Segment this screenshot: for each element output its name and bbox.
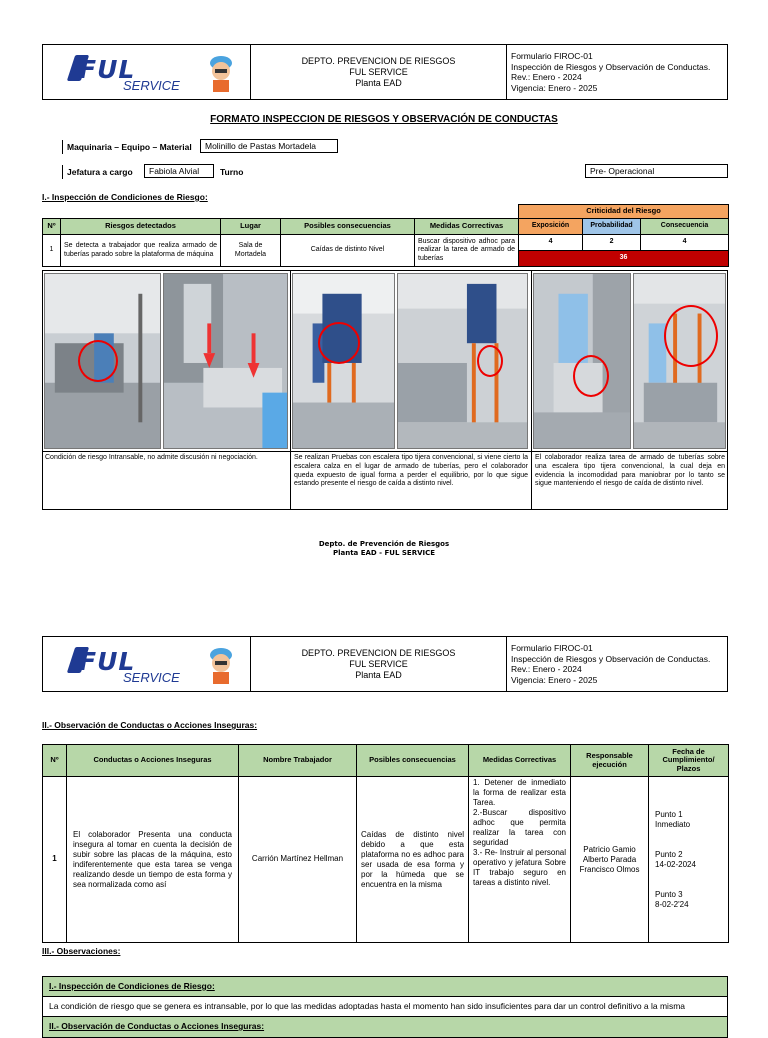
footer-line-2: Planta EAD - FUL SERVICE: [332, 549, 436, 557]
col-measures: Medidas Correctivas: [415, 219, 519, 235]
header-form-info: [507, 45, 727, 99]
chief-field-row: [62, 165, 133, 179]
company-logo: [43, 637, 251, 691]
row-number: 1: [43, 235, 61, 267]
chief-value: Fabiola Alvial: [144, 164, 214, 178]
plant-name: Planta EAD: [355, 77, 402, 88]
highlight-circle: [78, 340, 118, 382]
header-form-info: [507, 637, 727, 691]
col-consequence: Posibles consecuencias: [281, 219, 415, 235]
header-center: [251, 637, 507, 691]
form-header: [42, 44, 728, 100]
form-rev: Rev.: Enero - 2024: [511, 664, 582, 674]
col-number: Nº: [43, 219, 61, 235]
row-severity: 4: [641, 235, 729, 251]
highlight-circle: [664, 305, 718, 367]
risk-total: 36: [519, 251, 729, 267]
footer-line-1: Depto. de Prevención de Riesgos: [318, 540, 450, 548]
col-number: Nº: [43, 745, 67, 777]
company-name: FUL SERVICE: [349, 658, 408, 669]
col-worker: Nombre Trabajador: [239, 745, 357, 777]
form-validity: Vigencia: Enero - 2025: [511, 82, 598, 93]
row-worker: Carrión Martínez Hellman: [239, 777, 357, 943]
col-place: Lugar: [221, 219, 281, 235]
row-responsible: Patricio Gamio Alberto Parada Francisco Olmos: [571, 777, 649, 943]
photo-1b: [163, 273, 288, 449]
highlight-circle: [477, 345, 503, 377]
machinery-field-row: [62, 140, 192, 154]
col-exposure: Exposición: [519, 219, 583, 235]
col-risk: Riesgos detectados: [61, 219, 221, 235]
col-probability: Probabilidad: [583, 219, 641, 235]
plant-name: Planta EAD: [355, 669, 402, 680]
table-row: [43, 777, 729, 943]
col-behavior: Conductas o Acciones Inseguras: [67, 745, 239, 777]
form-code: Formulario FIROC-01: [511, 643, 593, 653]
shift-value: Pre- Operacional: [585, 164, 728, 178]
form-code: Formulario FIROC-01: [511, 51, 593, 61]
section2-title: II.- Observación de Conductas o Acciones Inseguras:: [42, 720, 258, 730]
risk-table: [42, 204, 729, 267]
form-title: Inspección de Riesgos y Observación de Conductas.: [511, 61, 711, 72]
behavior-table: [42, 744, 729, 943]
highlight-circle: [318, 322, 360, 364]
photo-2b: [397, 273, 528, 449]
page-title: FORMATO INSPECCION DE RIESGOS Y OBSERVACIÓN DE CONDUCTAS: [210, 114, 558, 125]
col-measures: Medidas Correctivas: [469, 745, 571, 777]
logo-sub-text: SERVICE: [123, 78, 180, 93]
form-validity: Vigencia: Enero - 2025: [511, 674, 598, 685]
row-measures: 1. Detener de inmediato la forma de realizar esta Tarea. 2.-Buscar dispositivo adhoc que permita realizar la tarea con seguridad 3.- Re- Instruir al personal operativo y jefatura Sobre IT trabajo seguro en tareas a distinto nivel.: [469, 777, 571, 943]
form-header: [42, 636, 728, 692]
col-responsible: Responsable ejecución: [571, 745, 649, 777]
machinery-value: Molinillo de Pastas Mortadela: [200, 139, 338, 153]
col-severity: Consecuencia: [641, 219, 729, 235]
caption-1: Condición de riesgo Intransable, no admite discusión ni negociación.: [45, 454, 258, 461]
observations-sub1-text: La condición de riesgo que se genera es intransable, por lo que las medidas adoptadas hasta el momento han sido insuficientes para dar un control definitivo a la misma: [43, 997, 727, 1017]
row-measures: Buscar dispositivo adhoc para realizar la tarea de armado de tuberías: [415, 235, 519, 267]
criticality-header: Criticidad del Riesgo: [519, 205, 729, 219]
caption-2: Se realizan Pruebas con escalera tipo tijera convencional, si viene cierto la escalera calza en el lugar de armado de tuberías, pero el colaborador queda expuesto de igual forma a perder el equilibrio, por lo que sigue estando presente el riesgo de caída a distinto nivel.: [294, 454, 528, 488]
section1-title: I.- Inspección de Condiciones de Riesgo:: [42, 192, 208, 202]
row-dates: Punto 1 Inmediato Punto 2 14-02-2024 Punto 3 8-02-2'24: [649, 777, 729, 943]
highlight-circle: [573, 355, 609, 397]
row-place: Sala de Mortadela: [221, 235, 281, 267]
machinery-label: Maquinaria – Equipo – Material: [67, 142, 192, 152]
company-name: FUL SERVICE: [349, 66, 408, 77]
form-rev: Rev.: Enero - 2024: [511, 72, 582, 82]
logo-main-text: FUL: [79, 55, 136, 84]
mascot-icon: [205, 51, 237, 93]
row-risk: Se detecta a trabajador que realiza armado de tuberías parado sobre la plataforma de máquina: [61, 235, 221, 267]
row-probability: 2: [583, 235, 641, 251]
caption-3: El colaborador realiza tarea de armado de tuberías sobre una escalera tipo tijera convencional, la cual deja en evidencia la incomodidad para maniobrar por lo tanto se sigue manteniendo el riesgo de caída de distinto nivel.: [535, 454, 725, 488]
mascot-icon: [205, 643, 237, 685]
header-center: [251, 45, 507, 99]
section3-title: III.- Observaciones:: [42, 946, 121, 956]
row-number: 1: [43, 777, 67, 943]
company-logo: [43, 45, 251, 99]
shift-label: Turno: [220, 167, 244, 177]
observations-box: [42, 976, 728, 1038]
chief-label: Jefatura a cargo: [67, 167, 133, 177]
row-behavior: El colaborador Presenta una conducta insegura al tomar en cuenta la decisión de subir sobre las placas de la máquina, esto indiferentemente que esta tarea se venga realizando desde un tiempo de esta forma y sea normalizada como así: [67, 777, 239, 943]
col-consequence: Posibles consecuencias: [357, 745, 469, 777]
table-row: [43, 235, 729, 251]
observations-sub1-title: I.- Inspección de Condiciones de Riesgo:: [43, 977, 727, 997]
observations-sub2-title: II.- Observación de Conductas o Acciones Inseguras:: [43, 1017, 727, 1037]
form-title: Inspección de Riesgos y Observación de Conductas.: [511, 653, 711, 664]
dept-name: DEPTO. PREVENCION DE RIESGOS: [301, 647, 456, 658]
logo-sub-text: SERVICE: [123, 670, 180, 685]
dept-name: DEPTO. PREVENCION DE RIESGOS: [301, 55, 456, 66]
row-exposure: 4: [519, 235, 583, 251]
row-consequence: Caídas de distinto nivel debido a que esta plataforma no es adhoc para ser usada de esa forma y por la húmeda que se encuentra en la misma: [357, 777, 469, 943]
col-dates: Fecha de Cumplimiento/ Plazos: [649, 745, 729, 777]
logo-main-text: FUL: [79, 647, 136, 676]
row-consequence: Caídas de distinto Nivel: [281, 235, 415, 267]
